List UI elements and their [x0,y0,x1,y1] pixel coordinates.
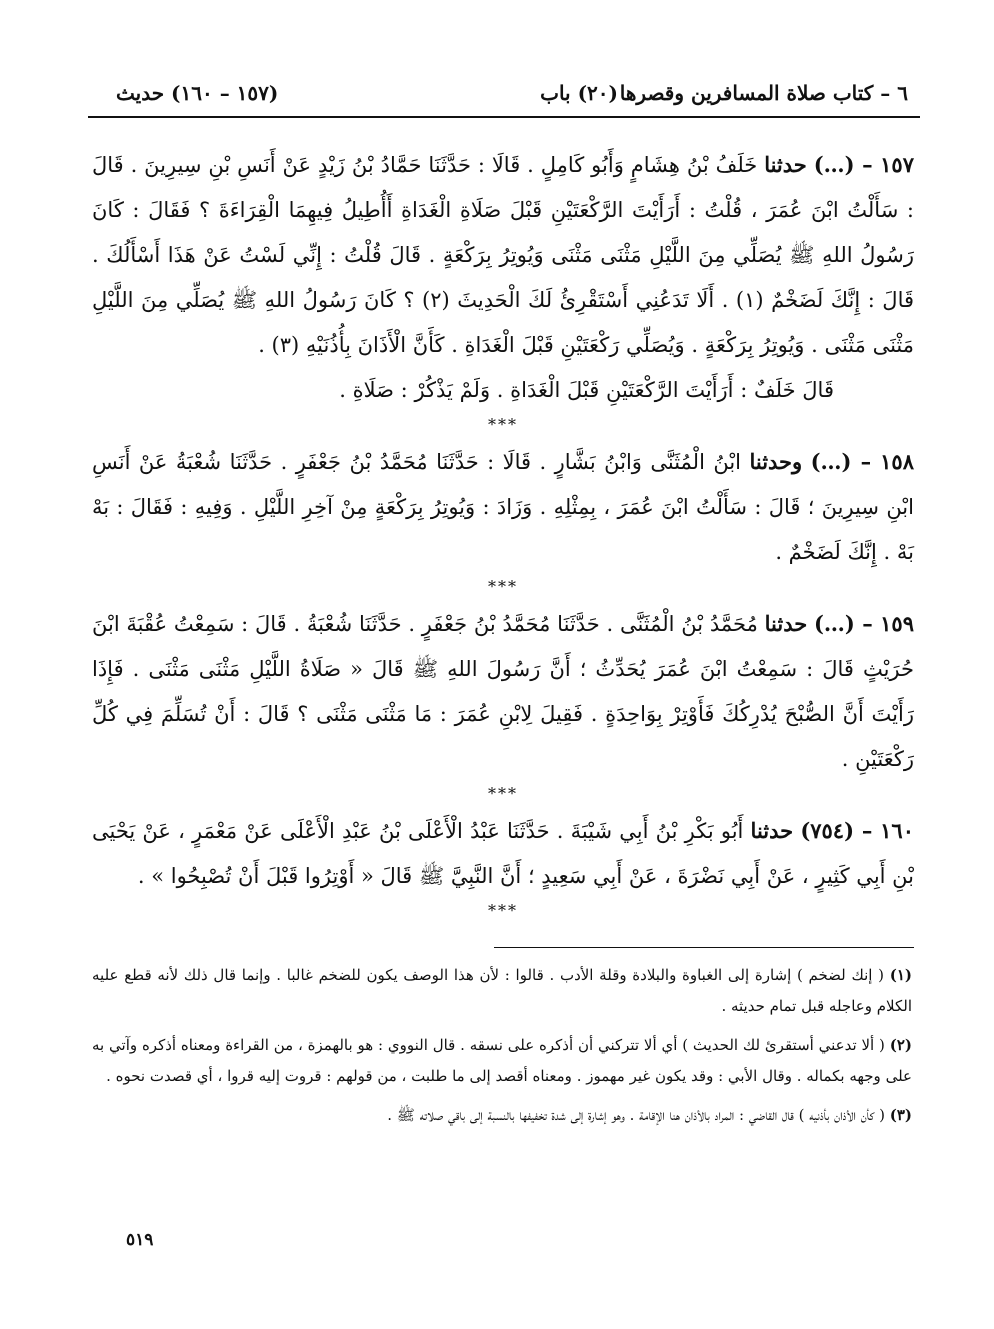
hadith-text: مُحَمَّدُ بْنُ الْمُثَنَّى . حَدَّثَنَا مُحَمَّدُ بْنُ جَعْفَرٍ . حَدَّثَنَا شُعْبَةُ . قَالَ : سَمِعْتُ عُقْبَةَ ابْنَ حُرَيْثٍ قَالَ : سَمِعْتُ ابْنَ عُمَرَ يُحَدِّثُ ؛ أَنَّ رَسُولَ اللهِ ﷺ قَالَ « صَلَاةُ اللَّيْلِ مَثْنَى مَثْنَى . فَإِذَا رَأَيْتَ أَنَّ الصُّبْحَ يُدْرِكُكَ فَأَوْتِرْ بِوَاحِدَةٍ . فَقِيلَ لِابْنِ عُمَرَ : مَا مَثْنَى مَثْنَى ؟ قَالَ : أَنْ تُسَلِّمَ فِي كُلِّ رَكْعَتَيْنِ . [92,612,914,771]
footnote-number: (٢) [889,1036,912,1054]
footnote-text: ( كأن الأذان بأذنيه ) قال القاضي : المراد بالأذان هنا الإقامة . وهو إشارة إلى شدة تخفيفها بالنسبة إلى باقي صلاته ﷺ . [387,1106,885,1124]
hadith-159 [92,601,914,782]
haddathana-word: حدثنا [750,818,794,843]
footnote-number: (٣) [889,1106,912,1124]
page-number: ٥١٩ [126,1230,154,1250]
hadith-number: ١٥٧ – (…) [813,152,914,177]
footnote-text: ( إنك لضخم ) إشارة إلى الغباوة والبلادة وقلة الأدب . قالوا : لأن هذا الوصف يكون للضخم غالبا . وإنما قال ذلك لأنه قطع عليه الكلام وعاجله قبل تمام حديثه . [92,966,912,1015]
separator-stars: *** [488,784,518,803]
footnote-text: ( ألا تدعني أستقرئ لك الحديث ) أي ألا تتركني أن أذكره على نسقه . قال النووي : هو بالهمزة ، من القراءة ومعناه أذكره وآتي به على وجهه بكماله . وقال الأبي : وقد يكون غير مهموز . ومعناه أقصد إلى ما طلبت ، من قولهم : قروت إليه قروا ، أي قصدت نحوه . [92,1036,912,1085]
footnote-2 [92,1030,912,1092]
hadith-number: ١٥٨ – (…) [810,449,914,474]
running-header [88,78,908,116]
bab-label: (٢٠) باب [540,81,618,105]
separator-stars: *** [488,577,518,596]
haddathana-word: حدثنا [764,611,808,636]
hadith-text: ابْنُ الْمُثَنَّى وَابْنُ بَشَّارٍ . قَالَا : حَدَّثَنَا مُحَمَّدُ بْنُ جَعْفَرٍ . حَدَّثَنَا شُعْبَةُ عَنْ أَنَسِ ابْنِ سِيرِينَ ؛ قَالَ : سَأَلْتُ ابْنَ عُمَرَ ، بِمِثْلِهِ . وَزَادَ : وَيُوتِرُ بِرَكْعَةٍ مِنْ آخِرِ اللَّيْلِ . وَفِيهِ : فَقَالَ : بَهْ بَهْ . إِنَّكَ لَضَخْمٌ . [92,450,914,564]
footnotes [92,960,912,1139]
hadith-number: ١٦٠ – (٧٥٤) [800,818,914,843]
separator-stars: *** [488,901,518,920]
separator-stars: *** [488,415,518,434]
hadith-number: ١٥٩ – (…) [813,611,914,636]
footnote-number: (١) [889,966,912,984]
hadith-range: (١٥٧ – ١٦٠) حديث [116,81,279,105]
header-divider [88,116,920,118]
footnote-3 [92,1100,912,1131]
haddathana-word: وحدثنا [749,449,803,474]
haddathana-word: حدثنا [764,152,807,177]
hadith-text: خَلَفُ بْنُ هِشَامٍ وَأَبُو كَامِلٍ . قَالَا : حَدَّثَنَا حَمَّادُ بْنُ زَيْدٍ عَنْ أَنَسِ بْنِ سِيرِينَ . قَالَ : سَأَلْتُ ابْنَ عُمَرَ ، قُلْتُ : أَرَأَيْتَ الرَّكْعَتَيْنِ قَبْلَ صَلَاةِ الْغَدَاةِ أَأُطِيلُ فِيهِمَا الْقِرَاءَةَ ؟ فَقَالَ : كَانَ رَسُولُ اللهِ ﷺ يُصَلِّي مِنَ اللَّيْلِ مَثْنَى مَثْنَى وَيُوتِرُ بِرَكْعَةٍ . قَالَ قُلْتُ : إِنِّي لَسْتُ عَنْ هَذَا أَسْأَلُكَ . قَالَ : إِنَّكَ لَضَخْمٌ (١) . أَلَا تَدَعُنِي أَسْتَقْرِئُ لَكَ الْحَدِيثَ (٢) ؟ كَانَ رَسُولُ اللهِ ﷺ يُصَلِّي مِنَ اللَّيْلِ مَثْنَى مَثْنَى . وَيُوتِرُ بِرَكْعَةٍ . وَيُصَلِّي رَكْعَتَيْنِ قَبْلَ الْغَدَاةِ . كَأَنَّ الْأَذَانَ بِأُذُنَيْهِ (٣) . [92,153,915,357]
hadith-158 [92,439,914,575]
footnote-1 [92,960,912,1022]
hadith-text: أَبُو بَكْرِ بْنُ أَبِي شَيْبَةَ . حَدَّثَنَا عَبْدُ الْأَعْلَى بْنُ عَبْدِ الْأَعْلَى عَنْ مَعْمَرٍ ، عَنْ يَحْيَى بْنِ أَبِي كَثِيرٍ ، عَنْ أَبِي نَضْرَةَ ، عَنْ أَبِي سَعِيدٍ ؛ أَنَّ النَّبِيَّ ﷺ قَالَ « أَوْتِرُوا قَبْلَ أَنْ تُصْبِحُوا » . [92,819,914,888]
hadith-157-note: قَالَ خَلَفٌ : أَرَأَيْتَ الرَّكْعَتَيْنِ قَبْلَ الْغَدَاةِ . وَلَمْ يَذْكُرْ : صَلَاةِ . [339,378,834,402]
hadith-157 [92,142,914,368]
footnote-divider [494,947,914,948]
hadith-160 [92,808,914,899]
hadith-body [92,142,914,925]
chapter-title: ٦ – كتاب صلاة المسافرين وقصرها [619,81,908,105]
